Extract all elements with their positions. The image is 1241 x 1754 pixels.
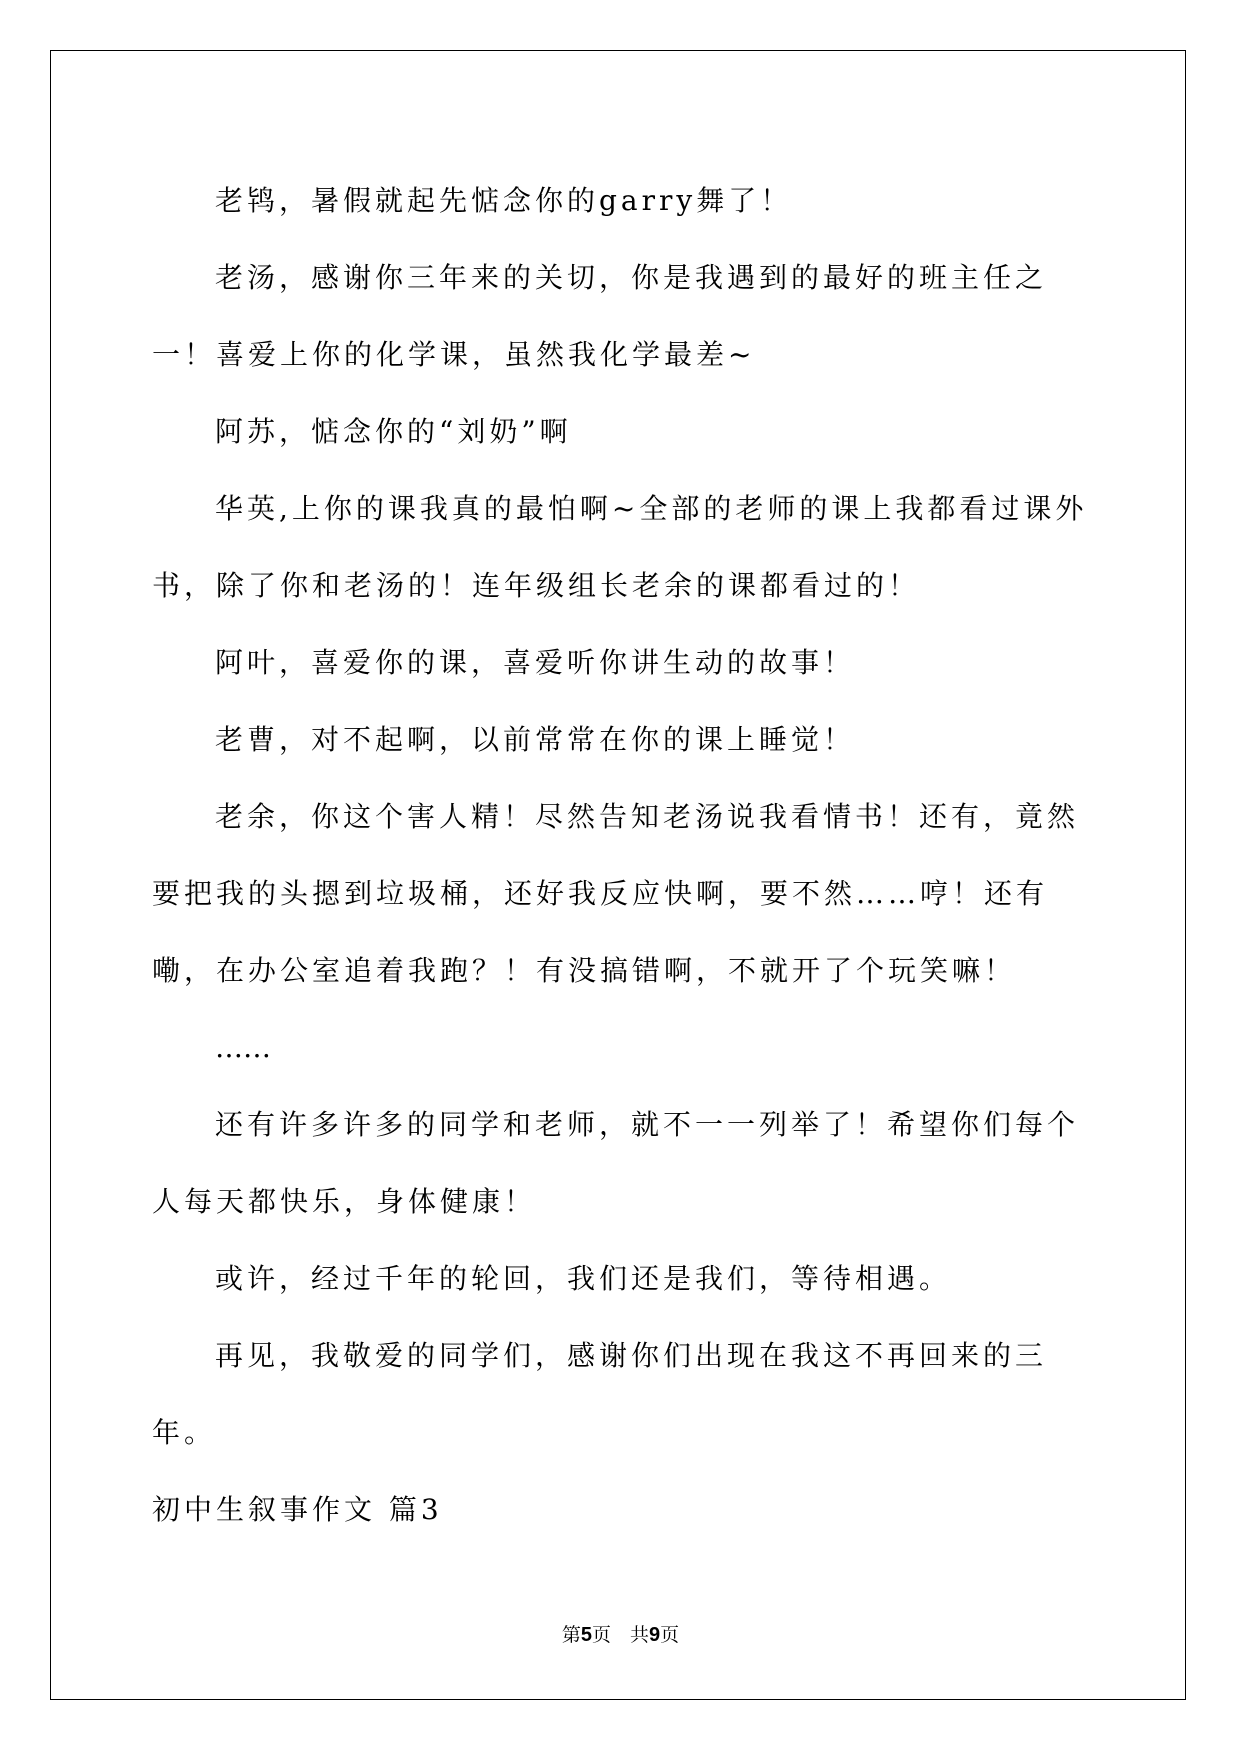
page-footer xyxy=(0,1622,1241,1648)
paragraph: 或许，经过千年的轮回，我们还是我们，等待相遇。 xyxy=(215,1262,952,1295)
ellipsis-paragraph: …… xyxy=(215,1031,271,1064)
paragraph: 老曹，对不起啊，以前常常在你的课上睡觉！ xyxy=(215,723,856,756)
paragraph: 老汤，感谢你三年来的关切，你是我遇到的最好的班主任之一！喜爱上你的化学课，虽然我化学最差~ xyxy=(152,261,1048,371)
paragraph: 老鸨，暑假就起先惦念你的garry舞了！ xyxy=(215,184,793,217)
document-body xyxy=(152,162,1097,1548)
page-mid: 页 共 xyxy=(591,1624,649,1646)
page-prefix: 第 xyxy=(561,1624,581,1646)
paragraph: 阿苏，惦念你的“刘奶”啊 xyxy=(215,415,572,448)
total-pages-number: 9 xyxy=(649,1624,661,1646)
current-page-number: 5 xyxy=(580,1624,592,1646)
paragraph: 阿叶，喜爱你的课，喜爱听你讲生动的故事！ xyxy=(215,646,856,679)
section-heading: 初中生叙事作文 篇3 xyxy=(152,1493,443,1526)
page-suffix: 页 xyxy=(660,1624,680,1646)
paragraph: 还有许多许多的同学和老师，就不一一列举了！希望你们每个人每天都快乐，身体健康！ xyxy=(152,1108,1080,1218)
paragraph: 华英,上你的课我真的最怕啊~全部的老师的课上我都看过课外书，除了你和老汤的！连年级组长老余的课都看过的！ xyxy=(152,492,1088,602)
paragraph: 老余，你这个害人精！尽然告知老汤说我看情书！还有，竟然要把我的头摁到垃圾桶，还好我反应快啊，要不然……哼！还有嘞，在办公室追着我跑？！有没搞错啊，不就开了个玩笑嘛！ xyxy=(152,800,1080,987)
paragraph: 再见，我敬爱的同学们，感谢你们出现在我这不再回来的三年。 xyxy=(152,1339,1048,1449)
